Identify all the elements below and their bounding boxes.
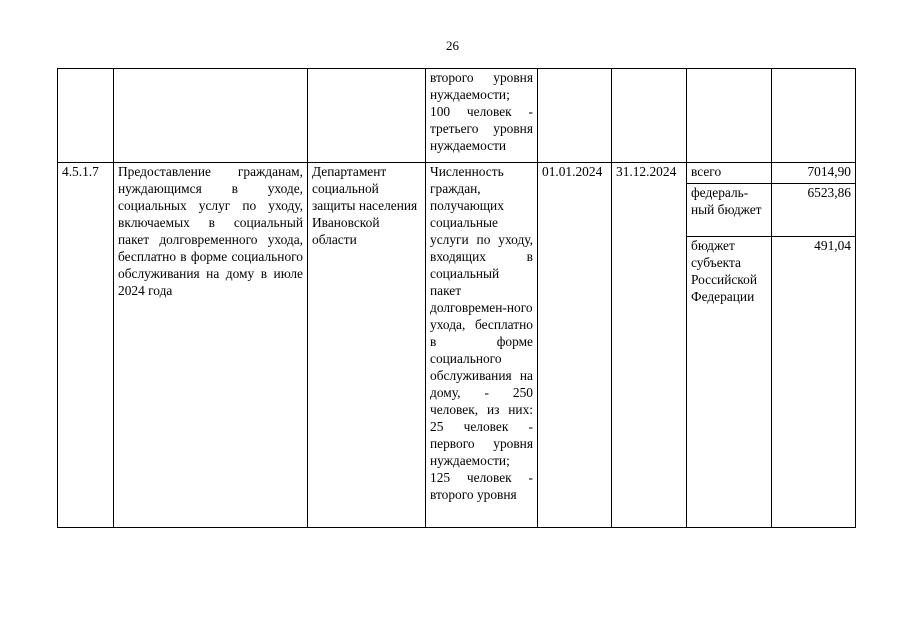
cont-measure-cell	[114, 69, 308, 163]
measure-end-date: 31.12.2024	[612, 163, 687, 528]
measure-number: 4.5.1.7	[58, 163, 114, 528]
measure-description: Предоставление гражданам, нуждающимся в уходе, социальных услуг по уходу, включаемых в социальный пакет долговременного ухода, бесплатно в форме социального обслуживания на дому в июле 2024 года	[114, 163, 308, 528]
cont-amount-cell	[772, 69, 856, 163]
cont-executor-cell	[308, 69, 426, 163]
funding-amount-federal: 6523,86	[772, 184, 856, 237]
funding-source-federal: федераль-ный бюджет	[687, 184, 772, 237]
measure-indicator: Численность граждан, получающих социальные услуги по уходу, входящих в социальный пакет долговремен-ного ухода, бесплатно в форме социального обслуживания на дому, - 250 человек, из них: 25 человек - первого уровня нуждаемости; 125 человек - второго уровня	[426, 163, 538, 528]
cont-indicator-cell: второго уровня нуждаемости; 100 человек - третьего уровня нуждаемости	[426, 69, 538, 163]
funding-amount-regional: 491,04	[772, 237, 856, 528]
measures-table	[57, 68, 856, 528]
cont-number-cell	[58, 69, 114, 163]
cont-start-date-cell	[538, 69, 612, 163]
funding-source-total: всего	[687, 163, 772, 184]
measure-executor: Департамент социальной защиты населения Ивановской области	[308, 163, 426, 528]
measure-start-date: 01.01.2024	[538, 163, 612, 528]
continuation-row	[58, 69, 856, 163]
funding-source-regional: бюджет субъекта Российской Федерации	[687, 237, 772, 528]
page-number: 26	[446, 38, 459, 53]
measure-row	[58, 163, 856, 184]
cont-end-date-cell	[612, 69, 687, 163]
funding-amount-total: 7014,90	[772, 163, 856, 184]
cont-funding-source-cell	[687, 69, 772, 163]
